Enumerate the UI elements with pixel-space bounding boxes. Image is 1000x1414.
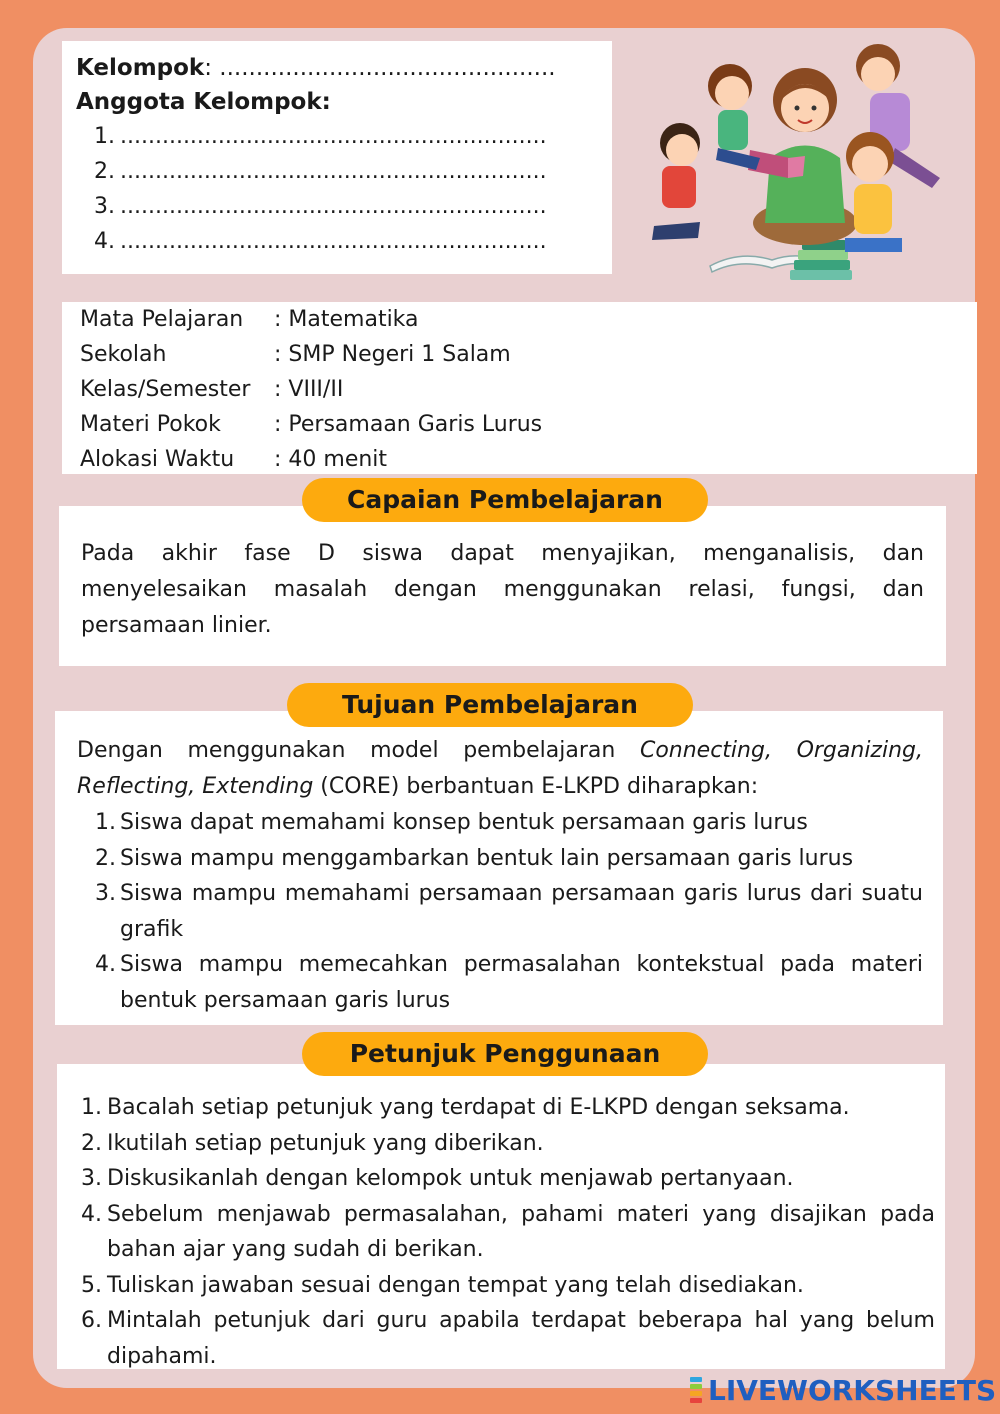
tujuan-intro-italic: Connecting, Organizing, Reflecting, Extending <box>77 738 923 799</box>
group-info-box <box>62 41 612 274</box>
info-value: : 40 menit <box>274 447 388 472</box>
info-key: Mata Pelajaran <box>80 307 244 332</box>
member-number: 4. <box>94 229 115 254</box>
kelompok-field[interactable]: : .............................................. <box>204 55 556 81</box>
capaian-heading: Capaian Pembelajaran <box>302 478 708 522</box>
list-number: 1. <box>95 810 116 835</box>
list-number: 5. <box>81 1272 102 1298</box>
kelompok-label: Kelompok <box>76 55 205 81</box>
books-icon <box>710 240 852 280</box>
tujuan-list <box>95 805 923 1018</box>
member-field[interactable]: ............................................................. <box>120 194 547 219</box>
list-number: 4. <box>81 1201 102 1227</box>
petunjuk-list <box>81 1090 935 1374</box>
liveworksheets-logo[interactable] <box>690 1373 996 1407</box>
info-key: Kelas/Semester <box>80 377 251 402</box>
tujuan-intro-prefix: Dengan menggunakan model pembelajaran <box>77 738 640 763</box>
list-number: 2. <box>81 1130 102 1156</box>
info-key: Alokasi Waktu <box>80 447 235 472</box>
info-value: : Matematika <box>274 307 419 332</box>
list-item <box>81 1126 935 1162</box>
list-number: 4. <box>95 952 116 977</box>
list-number: 1. <box>81 1095 102 1120</box>
tujuan-intro <box>77 733 923 805</box>
member-field[interactable]: ............................................................. <box>120 159 547 184</box>
list-text: Siswa mampu memecahkan permasalahan kontekstual pada materi bentuk persamaan garis lurus <box>120 952 923 1013</box>
list-number: 3. <box>81 1166 102 1191</box>
member-item[interactable] <box>94 154 598 189</box>
list-item <box>95 876 923 947</box>
tujuan-heading: Tujuan Pembelajaran <box>287 683 693 727</box>
list-item <box>81 1303 935 1374</box>
info-value: : SMP Negeri 1 Salam <box>274 342 511 367</box>
liveworksheets-badge-icon <box>690 1377 704 1403</box>
info-row <box>80 372 959 407</box>
list-text: Siswa mampu menggambarkan bentuk lain persamaan garis lurus <box>120 845 854 871</box>
teacher-icon <box>748 68 857 245</box>
member-field[interactable]: ............................................................. <box>120 124 547 149</box>
list-item <box>95 805 923 841</box>
child-icon <box>652 123 700 240</box>
info-value: : VIII/II <box>274 377 344 402</box>
list-item <box>81 1268 935 1304</box>
info-key: Materi Pokok <box>80 412 221 437</box>
list-item <box>95 947 923 1018</box>
list-text: Bacalah setiap petunjuk yang terdapat di E-LKPD dengan seksama. <box>107 1095 850 1120</box>
list-text: Sebelum menjawab permasalahan, pahami materi yang disajikan pada bahan ajar yang sudah di berikan. <box>107 1201 935 1262</box>
info-row <box>80 337 959 372</box>
list-number: 2. <box>95 845 116 871</box>
list-number: 3. <box>95 881 116 906</box>
list-text: Diskusikanlah dengan kelompok untuk menjawab pertanyaan. <box>107 1166 794 1191</box>
list-item <box>95 841 923 877</box>
list-text: Mintalah petunjuk dari guru apabila terdapat beberapa hal yang belum dipahami. <box>107 1308 935 1369</box>
info-row <box>80 442 959 477</box>
member-list <box>94 119 598 259</box>
subject-info-box <box>62 302 977 474</box>
info-value: : Persamaan Garis Lurus <box>274 412 543 437</box>
member-number: 2. <box>94 159 115 184</box>
kelompok-line <box>76 51 598 85</box>
list-text: Ikutilah setiap petunjuk yang diberikan. <box>107 1130 544 1156</box>
tujuan-intro-suffix: (CORE) berbantuan E-LKPD diharapkan: <box>313 774 759 799</box>
capaian-box <box>59 506 946 666</box>
member-field[interactable]: ............................................................. <box>120 229 547 254</box>
list-text: Siswa mampu memahami persamaan persamaan garis lurus dari suatu grafik <box>120 881 923 942</box>
list-text: Siswa dapat memahami konsep bentuk persamaan garis lurus <box>120 810 808 835</box>
list-item <box>81 1161 935 1197</box>
member-item[interactable] <box>94 189 598 224</box>
tujuan-box <box>55 711 943 1025</box>
info-row <box>80 407 959 442</box>
teacher-reading-illustration <box>640 38 960 288</box>
anggota-label: Anggota Kelompok: <box>76 89 331 115</box>
list-item <box>81 1090 935 1126</box>
member-number: 1. <box>94 124 115 149</box>
list-number: 6. <box>81 1308 102 1333</box>
info-key: Sekolah <box>80 342 167 367</box>
info-row <box>80 302 959 337</box>
petunjuk-heading: Petunjuk Penggunaan <box>302 1032 708 1076</box>
list-item <box>81 1197 935 1268</box>
member-item[interactable] <box>94 224 598 259</box>
capaian-text: Pada akhir fase D siswa dapat menyajikan, menganalisis, dan menyelesaikan masalah dengan menggunakan relasi, fungsi, dan persamaan linier. <box>81 541 924 638</box>
member-number: 3. <box>94 194 115 219</box>
petunjuk-box <box>57 1064 945 1369</box>
member-item[interactable] <box>94 119 598 154</box>
list-text: Tuliskan jawaban sesuai dengan tempat yang telah disediakan. <box>107 1272 804 1298</box>
logo-text: LIVEWORKSHEETS <box>708 1373 997 1407</box>
